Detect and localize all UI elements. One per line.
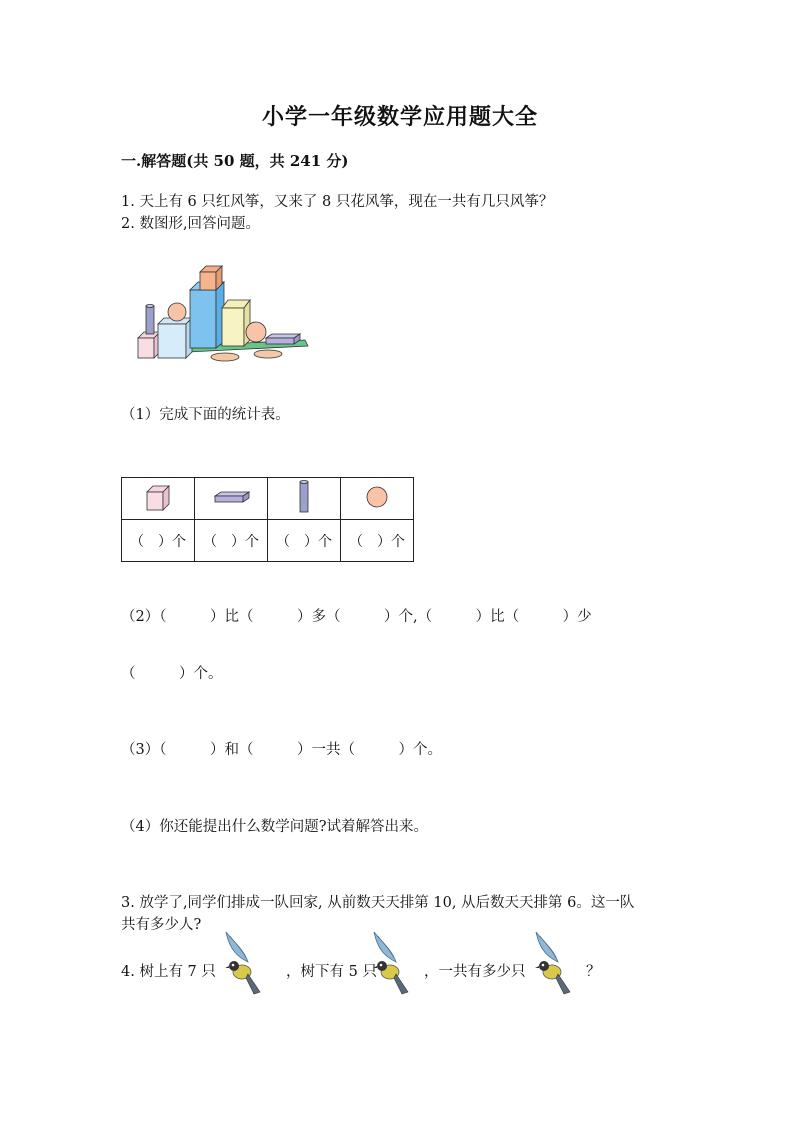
question-3-line-2: 共有多少人? — [121, 917, 202, 933]
blank-cuboid-count[interactable]: （ ）个 — [195, 520, 268, 562]
blank-cylinder-count[interactable]: （ ）个 — [268, 520, 341, 562]
table-row-icons — [122, 478, 414, 520]
blank-sphere-count[interactable]: （ ）个 — [341, 520, 414, 562]
table-cell — [268, 478, 341, 520]
page-title: 小学一年级数学应用题大全 — [261, 104, 538, 130]
table-cell — [122, 478, 195, 520]
question-4-part-2: ，树下有 5 只 — [286, 964, 377, 980]
blank-cube-count[interactable]: （ ）个 — [122, 520, 195, 562]
bird-icon — [368, 928, 414, 998]
question-2-part-1: （1）完成下面的统计表。 — [121, 407, 290, 423]
question-2-part-3: （3）（ ）和（ ）一共（ ）个。 — [121, 742, 442, 758]
bird-icon — [220, 928, 266, 998]
question-1: 1. 天上有 6 只红风筝，又来了 8 只花风筝，现在一共有几只风筝？ — [121, 194, 554, 210]
cube-icon — [141, 480, 175, 514]
table-cell — [341, 478, 414, 520]
bird-icon — [530, 928, 576, 998]
section-heading: 一.解答题(共 50 题，共 241 分) — [121, 152, 349, 170]
question-2-part-2a: （2）（ ）比（ ）多（ ）个,（ ）比（ ）少 — [121, 609, 592, 625]
question-4-part-3: ，一共有多少只 — [424, 964, 526, 980]
cuboid-icon — [211, 487, 251, 507]
question-4-part-1: 4. 树上有 7 只 — [121, 964, 216, 980]
question-2: 2. 数图形,回答问题。 — [121, 216, 261, 232]
cylinder-icon — [297, 479, 311, 515]
shapes-illustration — [130, 258, 320, 368]
question-3-line-1: 3. 放学了,同学们排成一队回家, 从前数天天排第 10, 从后数天天排第 6。这一队 — [121, 895, 635, 911]
table-cell — [195, 478, 268, 520]
question-4-part-4: ？ — [586, 964, 601, 980]
table-row-blanks — [122, 520, 414, 562]
statistics-table — [121, 477, 414, 562]
question-2-part-2b: （ ）个。 — [121, 666, 223, 682]
question-2-part-4: （4）你还能提出什么数学问题?试着解答出来。 — [121, 819, 428, 835]
sphere-icon — [364, 484, 390, 510]
